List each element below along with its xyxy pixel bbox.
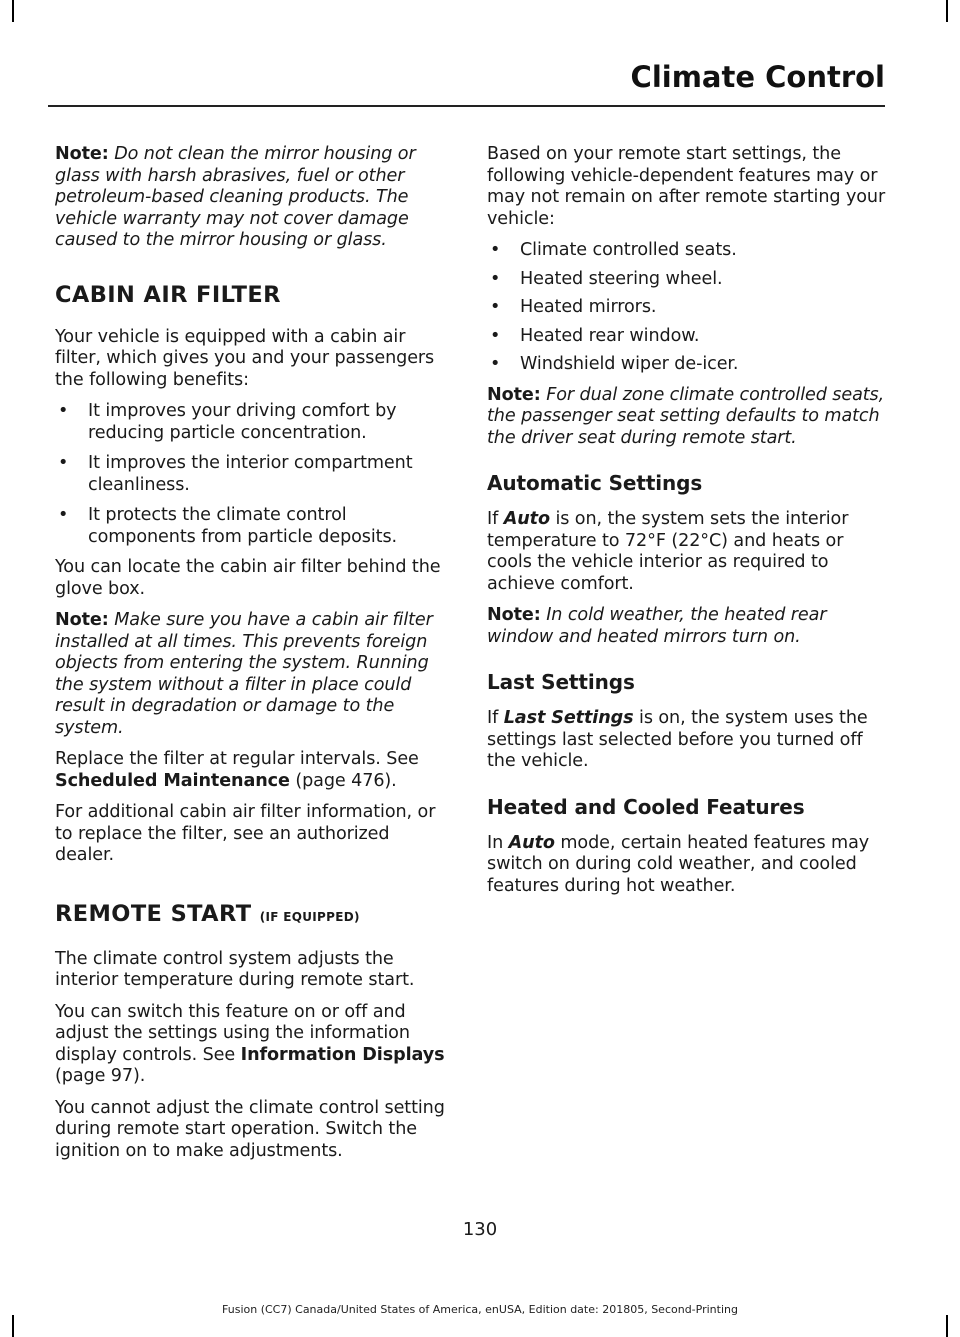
bullet-icon: • — [490, 240, 501, 260]
crop-mark-top-right-v — [946, 0, 948, 22]
additional-info-text: For additional cabin air filter information, or to replace the filter, see an authorized dealer. — [55, 802, 436, 865]
heading-suffix: (IF EQUIPPED) — [259, 909, 360, 924]
page-title: Climate Control — [630, 60, 885, 94]
list-item-text: It improves your driving comfort by reducing particle concentration. — [88, 401, 397, 443]
page-reference: (page 476). — [295, 770, 397, 791]
list-item-text: Climate controlled seats. — [520, 240, 737, 260]
auto-term: Auto — [503, 509, 550, 529]
list-item-text: Windshield wiper de-icer. — [520, 354, 739, 374]
bullet-icon: • — [58, 401, 69, 421]
section-heading-cabin-air-filter: CABIN AIR FILTER — [55, 281, 281, 308]
list-item-text: Heated rear window. — [520, 325, 700, 346]
bullet-icon: • — [490, 297, 501, 317]
list-item — [487, 240, 887, 262]
last-settings-term: Last Settings — [503, 708, 634, 728]
list-item — [487, 326, 887, 348]
note-label: Note: — [487, 605, 541, 625]
list-item-text: It improves the interior compartment cleanliness. — [88, 453, 413, 495]
bullet-icon: • — [58, 453, 69, 473]
list-item-text: It protects the climate control components from particle deposits. — [88, 505, 398, 547]
auto-term: Auto — [508, 832, 555, 853]
text-fragment: mode, certain heated features may switch on during cold weather, and cooled features during hot weather. — [487, 832, 870, 896]
bullet-icon: • — [490, 325, 501, 346]
note-text: In cold weather, the heated rear window and heated mirrors turn on. — [487, 605, 827, 647]
page-reference: (page 97). — [55, 1066, 146, 1086]
replace-filter-text — [55, 749, 450, 792]
remote-features-intro: Based on your remote start settings, the following vehicle-dependent features may or may not remain on after remote starting your vehicle: — [487, 144, 886, 229]
header-divider — [48, 105, 885, 107]
remote-start-p2 — [55, 1002, 450, 1088]
page-number: 130 — [462, 1219, 498, 1240]
text-fragment: If — [487, 708, 499, 728]
information-displays-link[interactable]: Information Displays — [240, 1044, 445, 1065]
subheading-last-settings: Last Settings — [487, 670, 635, 694]
scheduled-maintenance-link[interactable]: Scheduled Maintenance — [55, 770, 290, 791]
list-item-text: Heated mirrors. — [520, 297, 657, 317]
list-item — [55, 401, 450, 444]
note-label: Note: — [55, 144, 109, 164]
list-item — [487, 297, 887, 319]
note-text: Make sure you have a cabin air filter installed at all times. This prevents foreign objects from entering the system. Running the system without a filter in place could result in degradation or damage to the system. — [55, 610, 433, 738]
remote-start-p1: The climate control system adjusts the interior temperature during remote start. — [55, 948, 415, 990]
note-filter — [55, 610, 450, 739]
note-cold-weather — [487, 605, 887, 648]
heading-text: REMOTE START — [55, 900, 252, 927]
list-item — [487, 269, 887, 291]
locate-filter-text: You can locate the cabin air filter behind the glove box. — [55, 557, 441, 599]
right-column — [487, 144, 887, 907]
list-item-text: Heated steering wheel. — [520, 268, 723, 289]
section-heading-remote-start — [55, 901, 450, 930]
crop-mark-bottom-left-v — [12, 1315, 14, 1337]
left-column — [55, 144, 450, 1172]
cabin-intro: Your vehicle is equipped with a cabin air filter, which gives you and your passengers the following benefits: — [55, 326, 435, 390]
bullet-icon: • — [58, 505, 69, 525]
crop-mark-bottom-right-v — [946, 1315, 948, 1337]
remote-p2-text: You can switch this feature on or off and adjust the settings using the information display controls. See — [55, 1001, 410, 1065]
text-fragment: is on, the system sets the interior temperature to 72°F (22°C) and heats or cools the vehicle interior as required to achieve comfort. — [487, 509, 849, 594]
footer-edition-info: Fusion (CC7) Canada/United States of America, enUSA, Edition date: 201805, Second-Printing — [222, 1303, 738, 1316]
bullet-icon: • — [490, 268, 501, 289]
list-item — [55, 505, 450, 548]
text-fragment: In — [487, 832, 504, 853]
note-dual-zone — [487, 385, 887, 450]
subheading-automatic-settings: Automatic Settings — [487, 471, 703, 495]
text-fragment: is on, the system uses the settings last selected before you turned off the vehicle. — [487, 708, 868, 771]
note-label: Note: — [55, 610, 109, 630]
remote-start-p3: You cannot adjust the climate control setting during remote start operation. Switch the ignition on to make adjustments. — [55, 1097, 445, 1161]
replace-text: Replace the filter at regular intervals. See — [55, 749, 419, 769]
text-fragment: If — [487, 509, 499, 529]
note-text: For dual zone climate controlled seats, the passenger seat setting defaults to match the driver seat during remote start. — [487, 384, 885, 448]
automatic-settings-text — [487, 509, 887, 595]
note-text: Do not clean the mirror housing or glass with harsh abrasives, fuel or other petroleum-based cleaning products. The vehicle warranty may not cover damage caused to the mirror housing or glass. — [55, 144, 416, 250]
heated-cooled-text — [487, 833, 887, 898]
last-settings-text — [487, 708, 887, 773]
crop-mark-top-left-v — [12, 0, 14, 22]
bullet-icon: • — [490, 354, 501, 374]
note-mirror — [55, 144, 450, 252]
note-label: Note: — [487, 384, 541, 405]
list-item — [487, 354, 887, 376]
list-item — [55, 453, 450, 496]
subheading-heated-cooled-features: Heated and Cooled Features — [487, 794, 805, 819]
